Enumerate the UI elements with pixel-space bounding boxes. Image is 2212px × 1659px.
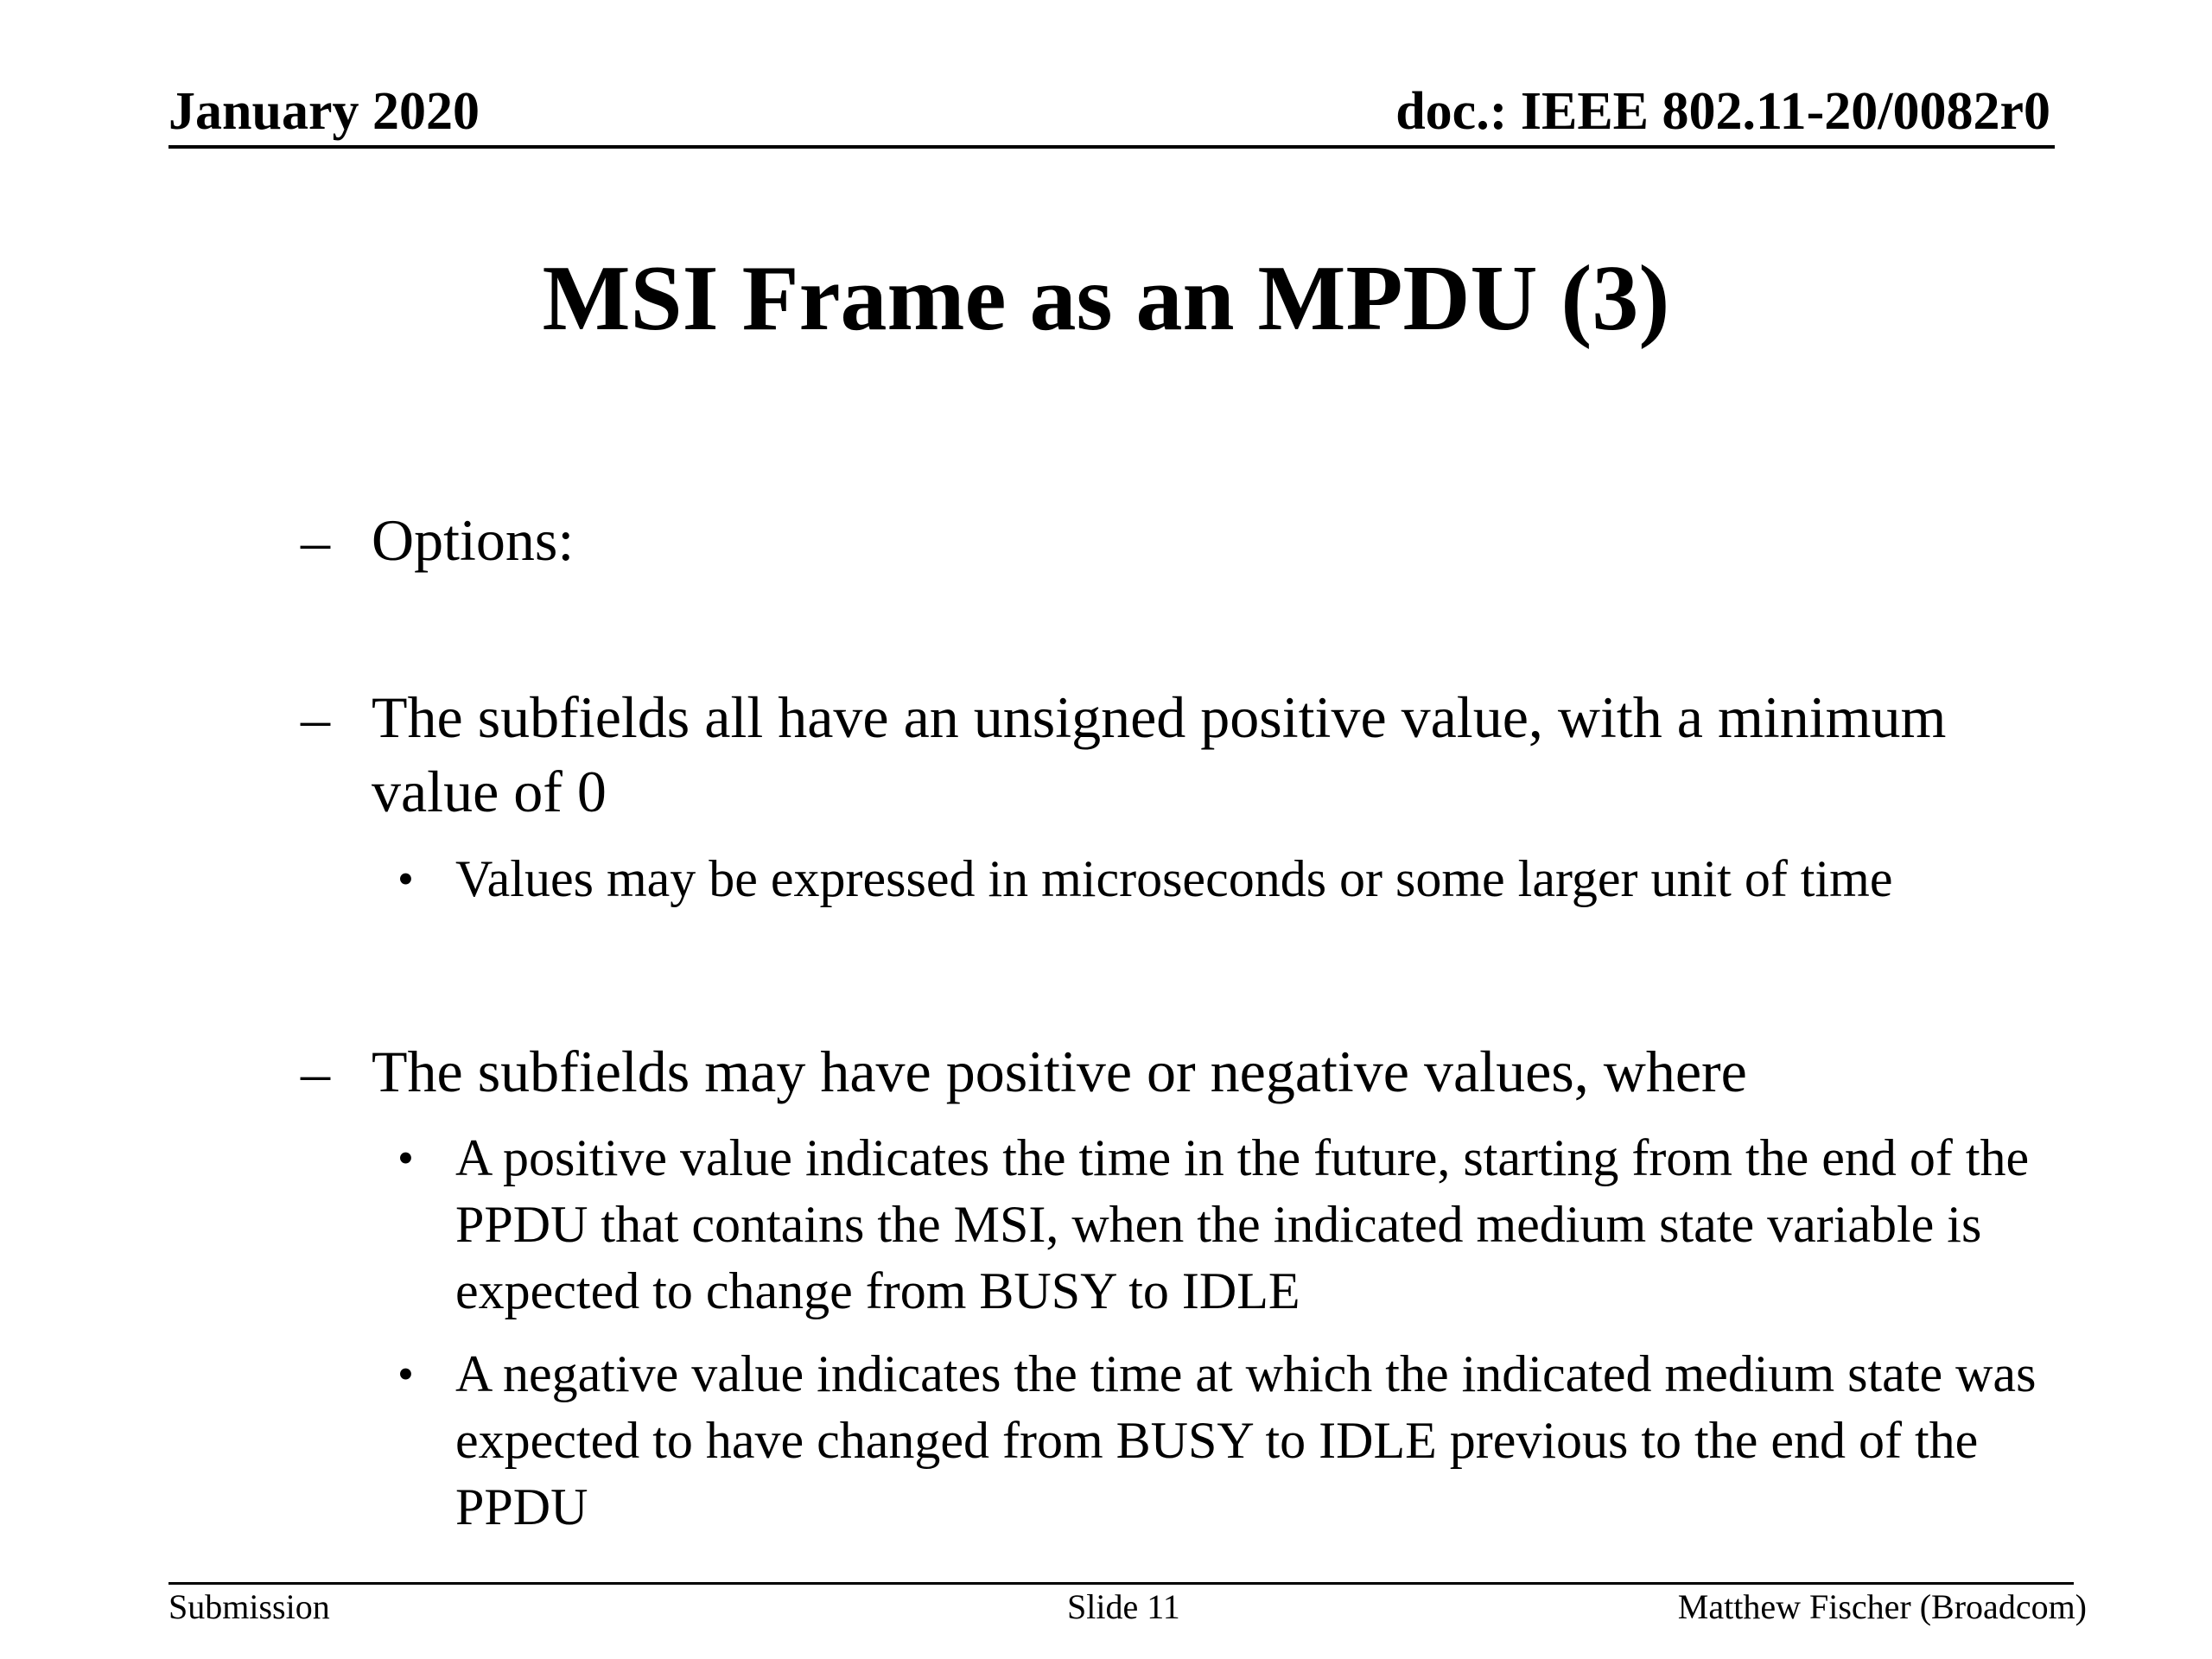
slide-title: MSI Frame as an MPDU (3) [542,247,1670,350]
list-item-unsigned: The subfields all have an unsigned positive value, with a minimum value of 0 [372,684,1947,824]
sub-item-units: Values may be expressed in microseconds or some larger unit of time [455,850,1893,907]
header-date: January 2020 [168,82,480,141]
bullet-marker: • [397,853,414,905]
dash-marker: – [301,508,330,574]
list-item-options: Options: [372,507,575,573]
bullet-marker: • [397,1132,414,1184]
dash-marker: – [301,1039,330,1105]
footer-slide-number: Slide 11 [1067,1587,1180,1626]
sub-item-negative: A negative value indicates the time at which the indicated medium state was expected to have changed from BUSY to IDLE previous to the end of the PPDU [455,1345,2037,1535]
sub-item-positive: A positive value indicates the time in the future, starting from the end of the PPDU that contains the MSI, when the indicated medium state variable is expected to change from BUSY to IDLE [455,1129,2030,1319]
footer-divider [168,1582,2074,1585]
list-item-signed: The subfields may have positive or negative values, where [372,1039,1747,1104]
header-doc-id: doc.: IEEE 802.11-20/0082r0 [1395,82,2050,141]
footer-author: Matthew Fischer (Broadcom) [1677,1587,2087,1626]
dash-marker: – [301,685,330,751]
bullet-marker: • [397,1348,414,1400]
footer-submission: Submission [168,1587,330,1626]
